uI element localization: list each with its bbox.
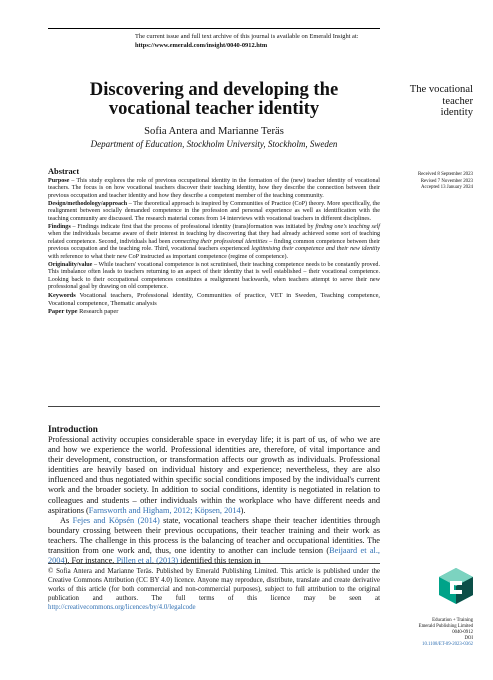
abstract-design <box>48 201 380 223</box>
findings-emphasis: connecting their professional identities <box>172 238 268 245</box>
abstract-findings <box>48 224 380 261</box>
introduction-body <box>48 435 380 566</box>
notice-text: The current issue and full text archive of this journal is available on Emerald Insight at: <box>135 33 359 40</box>
abstract-body <box>48 178 380 316</box>
running-title-line: teacher <box>442 95 473 107</box>
abstract-divider <box>48 406 380 407</box>
keywords-text: Vocational teachers, Professional identity, Communities of practice, VET in Sweden, Teaching competence, Vocational competence, Thematic analysis <box>48 292 380 307</box>
journal-url-link[interactable]: https://www.emerald.com/insight/0040-0912.htm <box>135 41 268 49</box>
running-title-line: The vocational <box>409 84 473 95</box>
citation-link[interactable]: Fejes and Köpsén (2014) <box>72 515 160 525</box>
paper-type-text: Research paper <box>77 307 119 315</box>
citation-link[interactable]: Pillen et al. (2013) <box>116 556 179 566</box>
intro-paragraph-1 <box>48 435 380 516</box>
abstract-keywords <box>48 292 380 307</box>
date-received: Received 8 September 2023 <box>417 172 473 177</box>
license-text: © Sofia Antera and Marianne Teräs. Published by Emerald Publishing Limited. This article is published under the Creative Commons Attribution (CC BY 4.0) licence. Anyone may reproduce, distribute, translate and create derivative works of this article (for both commercial and non-commercial purposes), subject to full attribution to the original publication and authors. The full terms of this licence may be seen at <box>48 568 380 603</box>
paragraph-text: ). For instance, <box>64 556 117 566</box>
license-url-link[interactable]: http://creativecommons.org/licences/by/4.0/legalcode <box>48 604 196 612</box>
title-line-2: vocational teacher identity <box>108 98 320 119</box>
intro-paragraph-2 <box>48 516 380 566</box>
date-revised: Revised 7 November 2023 <box>420 178 473 184</box>
article-dates <box>393 172 473 192</box>
citation-link[interactable]: Farnsworth and Higham, 2012; Köpsen, 2014 <box>88 505 241 515</box>
paper-type-label: Paper type <box>48 307 78 315</box>
findings-text: with reference to what their new CoP instructed as important competence (regime of competence). <box>48 253 289 260</box>
paragraph-text: Professional activity occupies considerable space in everyday life; it is part of us, of who we are and how we experience the world. Professional identities are, therefore, of vital importance and their development, construction, or transformation affects our growth as individuals. Professional identities are heavily based on individual history and experience; nevertheless, they are also influenced and thus negotiated within specific social conditions imposed by the individual's current work and the broader society. In addition to social conditions, identity is negotiated in relation to colleagues and students – other individuals within the workplace who have different needs and aspirations ( <box>48 435 380 515</box>
citation-link[interactable]: Beijaard et al., 2004 <box>48 546 380 566</box>
findings-text: – finding common competence between their previous occupation and the teaching role. Third, vocational teachers experienced <box>48 238 381 253</box>
introduction-heading: Introduction <box>48 424 98 434</box>
article-title <box>48 80 380 118</box>
findings-text: – Findings indicate first that the process of professional identity (trans)formation was initiated by <box>70 223 316 230</box>
paragraph-text: ). <box>240 505 246 515</box>
author-affiliation: Department of Education, Stockholm University, Stockholm, Sweden <box>90 139 338 149</box>
doi-link[interactable]: 10.1108/ET-09-2023-0362 <box>422 641 473 647</box>
findings-text: when the individuals became aware of their interest in teaching by discovering that they had already achieved some sort of teaching related competence. Second, individuals had been <box>48 231 380 245</box>
findings-emphasis: finding one's teaching self <box>315 223 380 230</box>
license-divider <box>48 563 380 564</box>
running-title <box>393 84 473 119</box>
doi-line <box>393 636 473 648</box>
journal-info <box>393 618 473 648</box>
doi-label: DOI <box>464 635 473 641</box>
abstract-originality <box>48 262 380 292</box>
keywords-label: Keywords <box>48 292 76 300</box>
title-line-1: Discovering and developing the <box>89 79 339 100</box>
purpose-label: Purpose <box>48 178 70 184</box>
availability-notice <box>135 33 397 50</box>
findings-emphasis: legitimising their competence and their new identity <box>251 246 380 253</box>
publisher-name: Emerald Publishing Limited <box>418 623 473 629</box>
paragraph-text: state, vocational teachers shape their teacher identities through boundary crossing between their previous occupations, their teacher training and their work as teachers. The challenge in this process is the balancing of teacher and occupational identities. The transition from one work and, thus, one identity to another can include tension ( <box>48 515 381 556</box>
paragraph-text: identified this tension in <box>178 556 261 566</box>
journal-logo-icon <box>436 566 476 606</box>
journal-name: Education + Training <box>432 618 473 623</box>
originality-text: – While teachers' vocational competence is not scrutinised, their teaching competence needs to be constantly proved. This imbalance often leads to teachers returning to an aspect of their identity that is well established – their vocational competence. Looking back to their occupational competences constitutes a realignment backwards, when teachers attempt to serve their new professional goal by drawing on old competence. <box>48 261 380 291</box>
findings-label: Findings <box>48 223 71 230</box>
header-rule <box>48 28 380 29</box>
date-accepted: Accepted 13 January 2024 <box>420 185 473 191</box>
running-title-line: identity <box>440 107 473 119</box>
license-footnote <box>48 567 380 612</box>
paragraph-text: As <box>60 515 73 525</box>
issn: 0040-0912 <box>452 629 473 635</box>
article-authors: Sofia Antera and Marianne Teräs <box>144 126 284 137</box>
design-label: Design/methodology/approach <box>48 200 128 207</box>
originality-label: Originality/value <box>48 261 93 268</box>
abstract-heading: Abstract <box>48 167 80 176</box>
design-text: – The theoretical approach is inspired by Communities of Practice (CoP) theory. More specifically, the realignment between socially demanded competence in the profession and personal experience as well as identification with the teaching community are discussed. The research material comes from 14 interviews with vocational teachers in different disciplines. <box>48 200 380 222</box>
abstract-purpose <box>48 178 380 200</box>
purpose-text: – This study explores the role of previous occupational identity in the formation of the (new) teacher identity of vocational teachers. The focus is on how vocational teachers discover their teaching identity, how they describe the connection between their previous occupation and teacher identity and how they describe a competent member of the teaching community. <box>48 178 380 199</box>
abstract-paper-type <box>48 308 380 315</box>
